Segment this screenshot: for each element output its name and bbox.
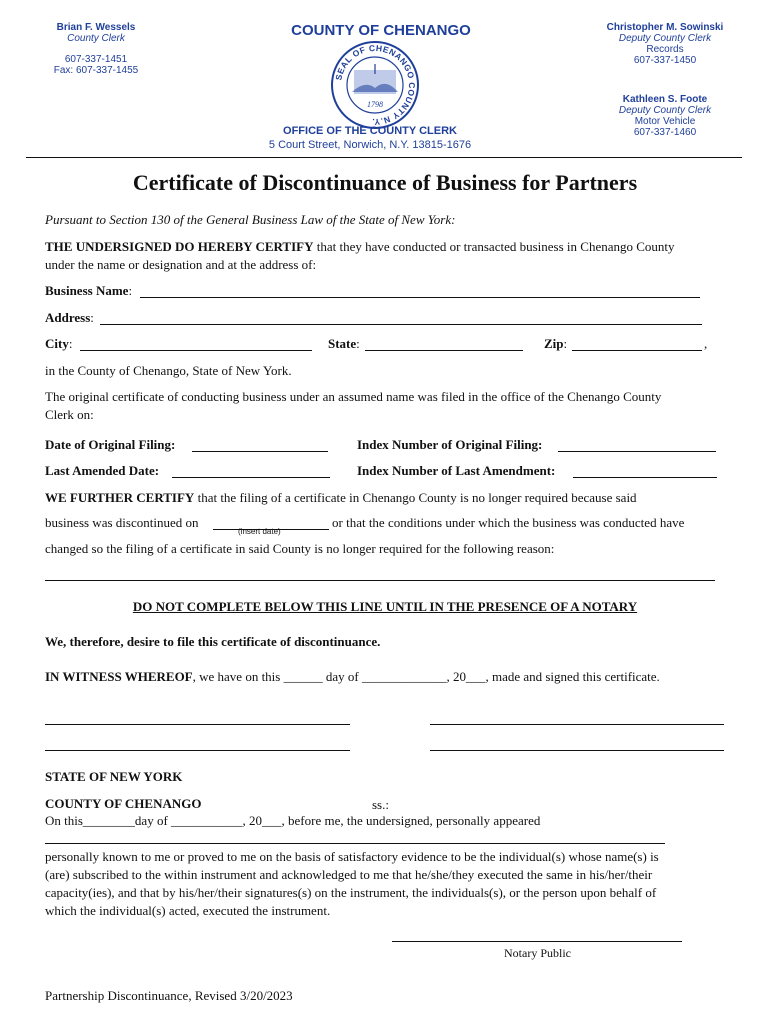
further-certify-line bbox=[45, 489, 637, 507]
deputy-motor-name: Kathleen S. Foote bbox=[622, 94, 708, 105]
further-bold: WE FURTHER CERTIFY bbox=[45, 490, 195, 505]
last-amended-label: Last Amended Date: bbox=[45, 463, 160, 478]
discontinued-b: or that the conditions under which the business was conducted have bbox=[332, 515, 685, 530]
address-label: Address bbox=[45, 310, 91, 325]
clerk-block bbox=[40, 22, 152, 76]
notary-warning: DO NOT COMPLETE BELOW THIS LINE UNTIL IN THE PRESENCE OF A NOTARY bbox=[132, 599, 638, 614]
further-rest: that the filing of a certificate in Chenango County is no longer required because said bbox=[194, 490, 637, 505]
ack-line-3: capacity(ies), and that by his/her/their signatures(s) on the instrument, the individuals(s), or the person upon behalf of bbox=[45, 885, 657, 900]
certify-rest1: that they have conducted or transacted business in Chenango County bbox=[313, 239, 675, 254]
deputy-records-phone: 607-337-1450 bbox=[633, 55, 697, 66]
original-line1: The original certificate of conducting business under an assumed name was filed in the office of the Chenango County bbox=[45, 389, 662, 404]
desire-line: We, therefore, desire to file this certificate of discontinuance. bbox=[45, 634, 381, 649]
index-original-label: Index Number of Original Filing: bbox=[357, 437, 543, 452]
state-row: State: bbox=[328, 336, 360, 351]
original-line2: Clerk on: bbox=[45, 407, 94, 422]
deputy-records-name: Christopher M. Sowinski bbox=[606, 22, 724, 33]
deputy-motor-phone: 607-337-1460 bbox=[633, 127, 697, 138]
office-block bbox=[230, 125, 510, 151]
witness-rest: , we have on this ______ day of _____________, 20___, made and signed this certificate. bbox=[192, 669, 660, 684]
insert-date-hint: (insert date) bbox=[238, 527, 281, 536]
signature-line-4[interactable] bbox=[430, 750, 724, 751]
city-field[interactable] bbox=[80, 350, 312, 351]
witness-bold: IN WITNESS WHEREOF bbox=[45, 669, 193, 684]
seal-text: SEAL OF CHENANGO COUNTY N.Y. bbox=[333, 42, 418, 128]
zip-label: Zip bbox=[544, 336, 564, 351]
discontinued-a: business was discontinued on bbox=[45, 515, 199, 530]
notary-signature-line[interactable] bbox=[392, 941, 682, 942]
index-last-label: Index Number of Last Amendment: bbox=[357, 463, 556, 478]
reason-field[interactable] bbox=[45, 580, 715, 581]
deputy-records-title: Deputy County Clerk bbox=[618, 33, 712, 44]
signature-line-2[interactable] bbox=[430, 724, 724, 725]
seal-year: 1798 bbox=[367, 100, 383, 109]
deputy-motor-block bbox=[595, 94, 735, 138]
city-row: City: bbox=[45, 336, 73, 351]
county-chenango: COUNTY OF CHENANGO bbox=[45, 796, 202, 811]
deputy-motor-title: Deputy County Clerk bbox=[618, 105, 712, 116]
notary-public-label: Notary Public bbox=[504, 946, 571, 960]
on-this-line: On this________day of ___________, 20___, before me, the undersigned, personally appeared bbox=[45, 813, 541, 828]
address-row: Address: bbox=[45, 310, 94, 325]
zip-row: Zip: bbox=[544, 336, 568, 351]
pursuant-text: Pursuant to Section 130 of the General Business Law of the State of New York: bbox=[45, 212, 456, 227]
office-name: OFFICE OF THE COUNTY CLERK bbox=[283, 125, 457, 137]
deputy-records-dept: Records bbox=[646, 44, 684, 55]
county-seal-icon bbox=[330, 40, 420, 130]
business-name-row: Business Name: bbox=[45, 283, 133, 298]
changed-line: changed so the filing of a certificate in said County is no longer required for the following reason: bbox=[45, 541, 555, 556]
clerk-title: County Clerk bbox=[67, 33, 125, 44]
deputy-motor-dept: Motor Vehicle bbox=[634, 116, 696, 127]
original-paragraph bbox=[45, 388, 735, 424]
zip-field[interactable] bbox=[572, 350, 702, 351]
state-field[interactable] bbox=[365, 350, 523, 351]
county-heading: COUNTY OF CHENANGO bbox=[291, 22, 471, 39]
certify-bold: THE UNDERSIGNED DO HEREBY CERTIFY bbox=[45, 239, 314, 254]
office-address: 5 Court Street, Norwich, N.Y. 13815-1676 bbox=[268, 139, 472, 151]
index-last-field[interactable] bbox=[573, 477, 717, 478]
business-name-field[interactable] bbox=[140, 297, 700, 298]
acknowledgment-paragraph bbox=[45, 848, 745, 920]
county-line: in the County of Chenango, State of New York. bbox=[45, 363, 292, 378]
ack-line-1: personally known to me or proved to me on the basis of satisfactory evidence to be the individual(s) whose name(s) is bbox=[45, 849, 659, 864]
state-ny: STATE OF NEW YORK bbox=[45, 769, 183, 784]
deputy-records-block bbox=[595, 22, 735, 66]
date-original-label: Date of Original Filing: bbox=[45, 437, 176, 452]
business-name-label: Business Name bbox=[45, 283, 129, 298]
clerk-name: Brian F. Wessels bbox=[56, 22, 136, 33]
last-amended-field[interactable] bbox=[172, 477, 330, 478]
clerk-phone: 607-337-1451 bbox=[64, 54, 128, 65]
address-field[interactable] bbox=[100, 324, 702, 325]
witness-line bbox=[45, 668, 660, 686]
ack-line-2: (are) subscribed to the within instrument and acknowledged to me that he/she/they executed the same in his/her/their bbox=[45, 867, 653, 882]
page-title: Certificate of Discontinuance of Business for Partners bbox=[132, 170, 638, 195]
index-original-field[interactable] bbox=[558, 451, 716, 452]
certify-paragraph bbox=[45, 238, 735, 274]
city-label: City bbox=[45, 336, 69, 351]
date-original-field[interactable] bbox=[192, 451, 328, 452]
zip-comma: , bbox=[704, 336, 708, 351]
signature-line-3[interactable] bbox=[45, 750, 350, 751]
certify-rest2: under the name or designation and at the address of: bbox=[45, 257, 317, 272]
header-divider bbox=[26, 157, 742, 158]
ss-mark: ss.: bbox=[372, 797, 389, 812]
ack-line-4: which the individual(s) acted, executed the instrument. bbox=[45, 903, 331, 918]
clerk-fax: Fax: 607-337-1455 bbox=[53, 65, 139, 76]
state-label: State bbox=[328, 336, 357, 351]
footer-revision: Partnership Discontinuance, Revised 3/20/2023 bbox=[45, 988, 293, 1003]
signature-line-1[interactable] bbox=[45, 724, 350, 725]
appeared-name-field[interactable] bbox=[45, 843, 665, 844]
